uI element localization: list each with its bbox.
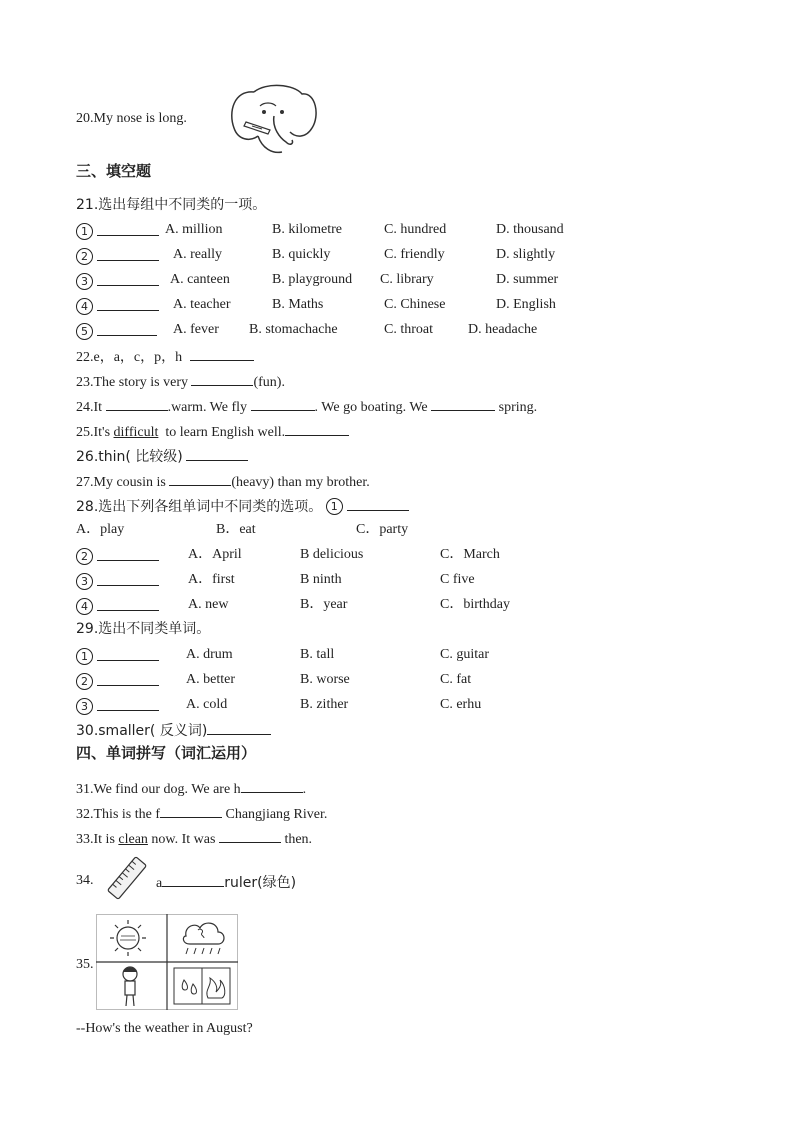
question-30-text: 30.smaller( 反义词)	[76, 723, 208, 739]
option-a: A. new	[188, 597, 229, 612]
option-b: B. playground	[272, 272, 353, 287]
question-20	[76, 110, 187, 128]
option-c: C．birthday	[440, 597, 510, 612]
answer-blank[interactable]	[97, 671, 159, 686]
option-b: B．year	[300, 597, 348, 612]
option-b: B. Maths	[272, 297, 324, 312]
question-34-text-1: a	[156, 876, 163, 891]
option-c: C. friendly	[384, 247, 445, 262]
question-29-prompt: 29.选出不同类单词。	[76, 621, 211, 637]
answer-blank[interactable]	[431, 396, 495, 411]
question-24	[76, 396, 537, 417]
answer-blank[interactable]	[160, 803, 222, 818]
option-d: D. thousand	[496, 222, 564, 237]
option-a: A. better	[186, 672, 235, 687]
question-35-text: --How's the weather in August?	[76, 1021, 253, 1036]
weather-grid-illustration	[96, 914, 238, 1010]
question-25-text-1: 25.It's	[76, 425, 111, 440]
answer-blank[interactable]	[251, 396, 315, 411]
question-24-text-1: 24.It	[76, 400, 103, 415]
option-a: A. fever	[173, 322, 219, 337]
question-27-text-2: (heavy) than my brother.	[231, 475, 370, 490]
question-31	[76, 778, 306, 799]
circled-number: 1	[326, 498, 343, 515]
option-c: C. fat	[440, 672, 472, 687]
question-23	[76, 371, 285, 392]
circled-number: 3	[76, 273, 93, 290]
question-22-text: 22.e，a，c，p，h	[76, 350, 183, 365]
option-b: B. tall	[300, 647, 335, 662]
question-23-hint: (fun).	[253, 375, 285, 390]
answer-blank[interactable]	[347, 496, 409, 511]
circled-number: 1	[76, 648, 93, 665]
circled-number: 3	[76, 698, 93, 715]
circled-number: 4	[76, 598, 93, 615]
option-c: C．March	[440, 547, 500, 562]
answer-blank[interactable]	[162, 872, 224, 887]
option-b: B delicious	[300, 547, 364, 562]
underlined-word: clean	[118, 832, 148, 847]
answer-blank[interactable]	[186, 446, 248, 461]
option-c: C. Chinese	[384, 297, 446, 312]
section-3-title: 三、填空题	[76, 162, 152, 180]
circled-number: 5	[76, 323, 93, 340]
option-b: B. quickly	[272, 247, 331, 262]
question-21-prompt: 21.选出每组中不同类的一项。	[76, 197, 267, 213]
question-23-text: 23.The story is very	[76, 375, 188, 390]
answer-blank[interactable]	[97, 271, 159, 286]
option-a: A. drum	[186, 647, 233, 662]
question-34	[156, 872, 296, 893]
elephant-illustration	[224, 82, 320, 156]
question-32-text-2: Changjiang River.	[225, 807, 328, 822]
question-30	[76, 720, 271, 741]
question-34-text-2: ruler(绿色)	[224, 875, 297, 891]
circled-number: 3	[76, 573, 93, 590]
answer-blank[interactable]	[97, 546, 159, 561]
answer-blank[interactable]	[169, 471, 231, 486]
option-d: D. headache	[468, 322, 538, 337]
answer-blank[interactable]	[241, 778, 303, 793]
option-c: C. throat	[384, 322, 433, 337]
option-a: A. canteen	[170, 272, 230, 287]
question-24-text-3: . We go boating. We	[314, 400, 428, 415]
question-28	[76, 496, 409, 517]
answer-blank[interactable]	[97, 646, 159, 661]
question-24-text-2: .warm. We fly	[167, 400, 248, 415]
question-32-text-1: 32.This is the f	[76, 807, 160, 822]
option-a: A. million	[165, 222, 223, 237]
option-b: B. kilometre	[272, 222, 342, 237]
question-25-text-2: to learn English well.	[165, 425, 286, 440]
answer-blank[interactable]	[191, 371, 253, 386]
circled-number: 2	[76, 548, 93, 565]
answer-blank[interactable]	[97, 571, 159, 586]
underlined-word: difficult	[113, 425, 159, 440]
answer-blank[interactable]	[285, 421, 349, 436]
answer-blank[interactable]	[97, 296, 159, 311]
section-4-title: 四、单词拼写（词汇运用）	[76, 744, 257, 762]
answer-blank[interactable]	[207, 720, 271, 735]
option-a: A. cold	[186, 697, 228, 712]
question-33	[76, 828, 312, 849]
answer-blank[interactable]	[106, 396, 168, 411]
option-c: C．party	[356, 522, 409, 537]
question-20-text: 20.My nose is long.	[76, 111, 187, 126]
circled-number: 1	[76, 223, 93, 240]
question-26-text: 26.thin( 比较级)	[76, 449, 183, 465]
answer-blank[interactable]	[190, 346, 254, 361]
option-b: B. zither	[300, 697, 349, 712]
question-33-text-1: 33.It is	[76, 832, 115, 847]
answer-blank[interactable]	[97, 321, 157, 336]
ruler-illustration	[102, 854, 152, 902]
option-a: A. teacher	[173, 297, 231, 312]
option-a: A．first	[188, 572, 235, 587]
option-c: C. erhu	[440, 697, 482, 712]
option-c: C. guitar	[440, 647, 489, 662]
option-d: D. slightly	[496, 247, 556, 262]
question-24-text-4: spring.	[498, 400, 538, 415]
option-a: A. really	[173, 247, 222, 262]
question-27-text-1: 27.My cousin is	[76, 475, 166, 490]
circled-number: 2	[76, 248, 93, 265]
question-35-number: 35.	[76, 957, 94, 972]
option-b: B ninth	[300, 572, 342, 587]
question-32	[76, 803, 327, 824]
option-b: B. stomachache	[249, 322, 338, 337]
question-31-text-1: 31.We find our dog. We are h	[76, 782, 241, 797]
question-22	[76, 346, 254, 367]
option-a: A．play	[76, 522, 125, 537]
option-c: C. library	[380, 272, 434, 287]
question-33-text-3: then.	[284, 832, 313, 847]
option-b: B．eat	[216, 522, 256, 537]
question-25	[76, 421, 349, 442]
answer-blank[interactable]	[97, 596, 159, 611]
question-33-text-2: now. It was	[151, 832, 216, 847]
option-d: D. summer	[496, 272, 559, 287]
answer-blank[interactable]	[97, 221, 159, 236]
circled-number: 2	[76, 673, 93, 690]
option-d: D. English	[496, 297, 556, 312]
question-26	[76, 446, 248, 467]
question-31-text-2: .	[302, 782, 307, 797]
question-27	[76, 471, 370, 492]
option-b: B. worse	[300, 672, 350, 687]
answer-blank[interactable]	[97, 246, 159, 261]
answer-blank[interactable]	[219, 828, 281, 843]
option-c: C. hundred	[384, 222, 447, 237]
answer-blank[interactable]	[97, 696, 159, 711]
question-28-prompt: 28.选出下列各组单词中不同类的选项。	[76, 499, 323, 515]
question-34-number: 34.	[76, 873, 94, 888]
circled-number: 4	[76, 298, 93, 315]
option-a: A．April	[188, 547, 242, 562]
option-c: C five	[440, 572, 475, 587]
